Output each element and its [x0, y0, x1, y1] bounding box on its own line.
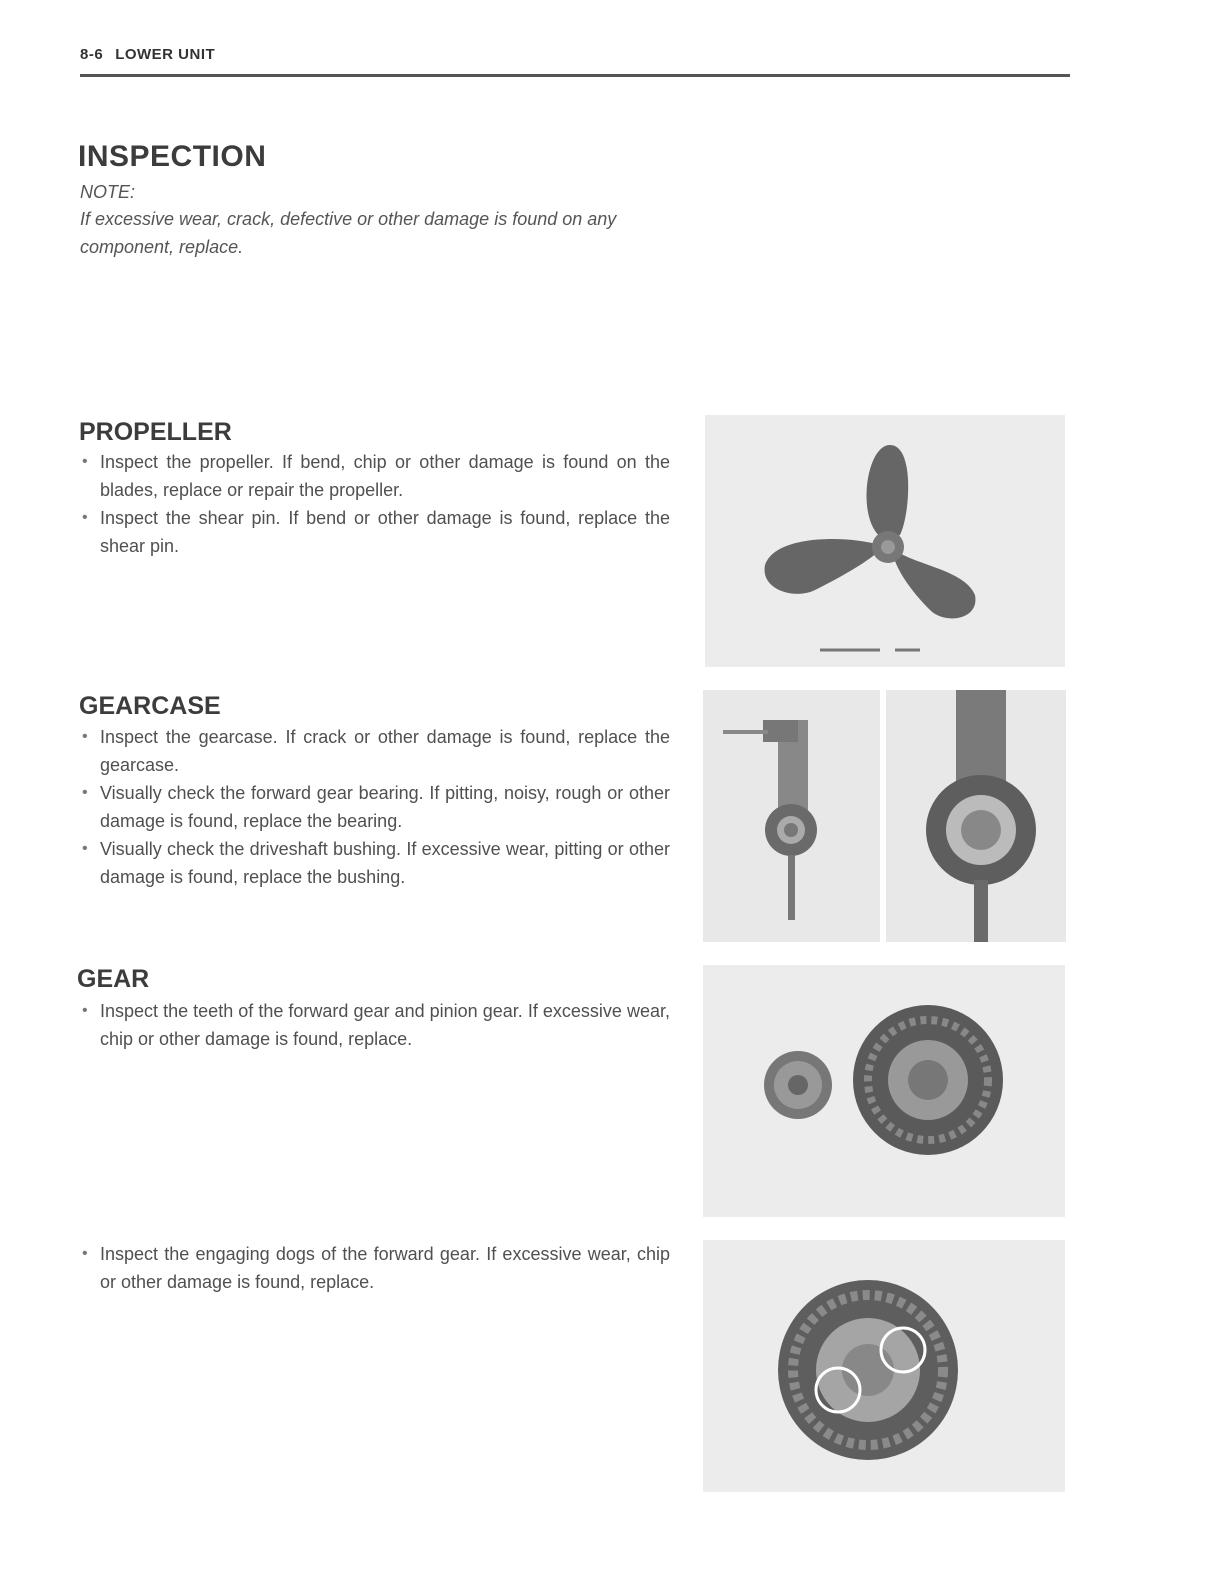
propeller-title: PROPELLER: [79, 418, 232, 446]
gearcase-photo-bearing: [886, 690, 1066, 942]
list-item: • Inspect the shear pin. If bend or other damage is found, replace the shear pin.: [80, 504, 670, 560]
gearcase-list: [80, 723, 670, 891]
pinion-gear-icon: [764, 1051, 832, 1119]
note-text: If excessive wear, crack, defective or other damage is found on any component, replace.: [80, 209, 617, 257]
gearcase-photo-full: [703, 690, 880, 942]
note-label: NOTE:: [80, 182, 136, 202]
gearcase-title: GEARCASE: [79, 692, 221, 720]
list-item: • Inspect the propeller. If bend, chip or other damage is found on the blades, replace or repair the propeller.: [80, 448, 670, 504]
forward-gear-icon: [853, 1005, 1003, 1155]
engaging-dogs-photo: [703, 1240, 1065, 1492]
list-item: • Visually check the forward gear bearing. If pitting, noisy, rough or other damage is found, replace the bearing.: [80, 779, 670, 835]
propeller-list: [80, 448, 670, 560]
gears-photo: [703, 965, 1065, 1217]
header-text: [80, 46, 215, 63]
gear-title: GEAR: [77, 965, 150, 993]
dogs-list: [80, 1240, 670, 1296]
propeller-photo: [705, 415, 1065, 667]
list-item: • Inspect the gearcase. If crack or other damage is found, replace the gearcase.: [80, 723, 670, 779]
list-item: • Inspect the teeth of the forward gear and pinion gear. If excessive wear, chip or other damage is found, replace.: [80, 997, 670, 1053]
page-header: [80, 46, 1070, 77]
section-name: LOWER UNIT: [115, 46, 216, 63]
gear-list: [80, 997, 670, 1053]
inspection-title: INSPECTION: [78, 140, 267, 173]
list-item: • Visually check the driveshaft bushing. If excessive wear, pitting or other damage is found, replace the bushing.: [80, 835, 670, 891]
list-item: • Inspect the engaging dogs of the forward gear. If excessive wear, chip or other damage is found, replace.: [80, 1240, 670, 1296]
page-number: 8-6: [80, 46, 104, 63]
